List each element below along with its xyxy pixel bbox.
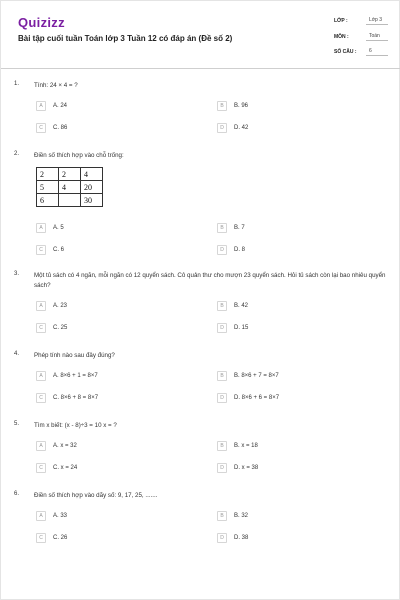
table-cell: 30 [81,194,103,207]
table-cell: 5 [37,181,59,194]
table-row [37,168,103,181]
question-text: Điền số thích hợp vào chỗ trống: [34,152,124,159]
table-cell: 2 [37,168,59,181]
option-text: C. 6 [53,247,65,253]
question-text: Điền số thích hợp vào dãy số: 9, 17, 25, ....... [34,492,158,499]
option-text: B. 42 [234,303,249,309]
quizizz-logo[interactable]: Quizizz [18,15,65,30]
option-text: B. 8×6 + 7 = 8×7 [234,373,279,379]
question-text: Một tủ sách có 4 ngăn, mỗi ngăn có 12 quyển sách. Cô quản thư cho mượn 23 quyển sách. Hỏi tủ sách còn lại bao nhiêu quyển sách? [34,272,386,289]
option-letter: A [36,301,46,311]
option-text: A. 5 [53,225,64,231]
table-row [37,194,103,207]
table-row [37,181,103,194]
option-text: D. 15 [234,325,249,331]
option-text: B. 7 [234,225,245,231]
option-letter: D [217,533,227,543]
table-cell: 2 [59,168,81,181]
option-text: A. 8×6 + 1 = 8×7 [53,373,98,379]
option-text: A. x = 32 [53,443,77,449]
worksheet-header [1,1,400,69]
option-letter: C [36,123,46,133]
option-text: C. 8×6 + 8 = 8×7 [53,395,99,401]
option-text: C. 86 [53,125,68,131]
option-letter: C [36,533,46,543]
question-text: Phép tính nào sau đây đúng? [34,352,115,359]
option-text: D. 38 [234,535,249,541]
option-letter: A [36,101,46,111]
question-text: Tìm x biết: (x - 8)÷3 = 10 x = ? [34,422,117,429]
question-count-label: SỐ CÂU : [334,49,357,55]
grade-label: LỚP : [334,18,348,24]
question-number: 3. [14,271,20,277]
option-text: B. x = 18 [234,443,258,449]
subject-value: Toán [366,33,388,41]
option-letter: D [217,323,227,333]
option-letter: C [36,323,46,333]
option-text: D. 8 [234,247,246,253]
option-text: A. 24 [53,103,68,109]
question-count-value: 6 [366,48,388,56]
option-text: D. 8×6 + 6 = 8×7 [234,395,280,401]
option-text: D. x = 38 [234,465,259,471]
option-letter: B [217,371,227,381]
option-letter: A [36,441,46,451]
subject-label: MÔN : [334,34,349,40]
option-text: B. 96 [234,103,249,109]
grade-value: Lớp 3 [366,17,388,25]
question-number: 1. [14,81,20,87]
question-text: Tính: 24 × 4 = ? [34,82,78,89]
option-text: C. 25 [53,325,68,331]
option-letter: A [36,371,46,381]
question-number: 2. [14,151,20,157]
option-text: A. 23 [53,303,68,309]
option-letter: C [36,393,46,403]
option-letter: D [217,393,227,403]
option-letter: B [217,301,227,311]
option-letter: C [36,245,46,255]
option-text: B. 32 [234,513,249,519]
option-letter: D [217,245,227,255]
option-letter: D [217,463,227,473]
option-letter: B [217,101,227,111]
table-cell [59,194,81,207]
option-letter: A [36,223,46,233]
table-cell: 20 [81,181,103,194]
option-text: D. 42 [234,125,249,131]
option-letter: B [217,511,227,521]
table-cell: 6 [37,194,59,207]
option-letter: B [217,441,227,451]
option-text: C. x = 24 [53,465,78,471]
option-letter: C [36,463,46,473]
question-number: 4. [14,351,20,357]
option-text: C. 26 [53,535,68,541]
worksheet-title: Bài tập cuối tuần Toán lớp 3 Tuần 12 có đáp án (Đề số 2) [18,34,233,43]
question-number: 5. [14,421,20,427]
option-letter: A [36,511,46,521]
option-letter: D [217,123,227,133]
question-number: 6. [14,491,20,497]
option-text: A. 33 [53,513,68,519]
number-table [36,167,103,207]
table-cell: 4 [59,181,81,194]
option-letter: B [217,223,227,233]
table-cell: 4 [81,168,103,181]
